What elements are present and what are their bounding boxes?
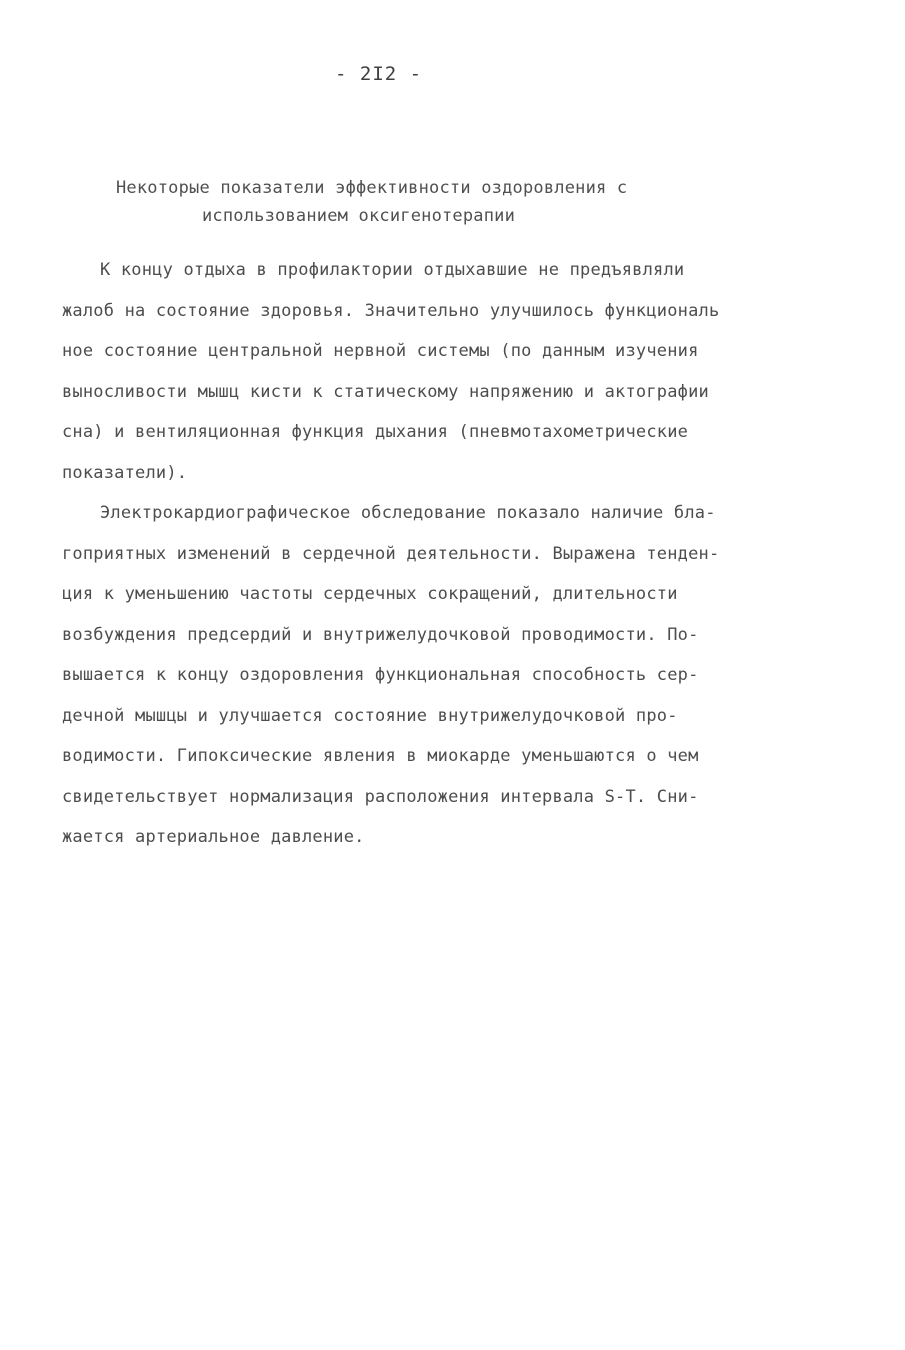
paragraph-line: Электрокардиографическое обследование показало наличие бла- xyxy=(100,503,716,523)
paragraph-line: вышается к концу оздоровления функциональная способность сер- xyxy=(62,665,699,685)
paragraph-line: свидетельствует нормализация расположения интервала S-T. Сни- xyxy=(62,786,699,807)
paragraph-line: жается артериальное давление. xyxy=(62,827,365,847)
paragraph-line: К концу отдыха в профилактории отдыхавшие не предъявляли xyxy=(100,260,685,280)
paragraph-line: возбуждения предсердий и внутрижелудочковой проводимости. По- xyxy=(62,624,699,645)
section-title xyxy=(116,174,816,230)
paragraph-line: ное состояние центральной нервной системы (по данным изучения xyxy=(62,341,699,361)
paragraph-line: ция к уменьшению частоты сердечных сокращений, длительности xyxy=(62,584,678,604)
paragraph-line: дечной мышцы и улучшается состояние внутрижелудочковой про- xyxy=(62,705,678,726)
paragraph-1 xyxy=(62,250,852,493)
paragraph-line: водимости. Гипоксические явления в миокарде уменьшаются о чем xyxy=(62,746,699,766)
paragraph-line: выносливости мышц кисти к статическому напряжению и актографии xyxy=(62,381,709,402)
section-title-line-2: использованием оксигенотерапии xyxy=(202,206,516,226)
paragraph-line: жалоб на состояние здоровья. Значительно улучшилось функциональ xyxy=(62,300,720,321)
paragraph-2 xyxy=(62,493,852,858)
page-number: - 2I2 - xyxy=(335,63,423,85)
paragraph-line: показатели). xyxy=(62,462,188,483)
section-title-line-1: Некоторые показатели эффективности оздоровления с xyxy=(116,178,628,198)
paragraph-line: гоприятных изменений в сердечной деятельности. Выражена тенден- xyxy=(62,543,720,564)
paragraph-line: сна) и вентиляционная функция дыхания (пневмотахометрические xyxy=(62,422,689,442)
